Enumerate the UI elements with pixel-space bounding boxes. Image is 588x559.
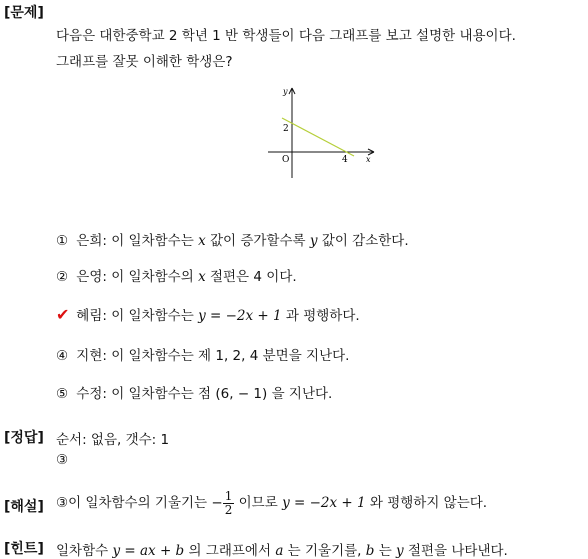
option-2 xyxy=(56,265,297,285)
explanation-text xyxy=(56,489,487,517)
option-3 xyxy=(56,304,360,324)
option-1-text-b: 값이 증가할수록 xyxy=(205,233,310,249)
explanation-text-a: ③이 일차함수의 기울기는 − xyxy=(56,495,223,511)
hint-text-b: 의 그래프에서 xyxy=(184,543,276,559)
question-line-1: 다음은 대한중학교 2 학년 1 반 학생들이 다음 그래프를 보고 설명한 내용이다. xyxy=(56,28,516,44)
hint-label: [힌트] xyxy=(4,541,44,557)
option-4 xyxy=(56,344,349,364)
y-axis-label: y xyxy=(283,87,288,96)
option-2-mark: ② xyxy=(56,269,69,285)
fraction-numerator: 1 xyxy=(224,488,233,503)
question-line-2: 그래프를 잘못 이해한 학생은? xyxy=(56,54,233,70)
x-intercept-label: 4 xyxy=(342,155,348,165)
answer-line-1: 순서: 없음, 갯수: 1 xyxy=(56,432,170,448)
option-2-text-b: 절편은 4 이다. xyxy=(205,269,297,285)
explanation-label: [해설] xyxy=(4,499,44,515)
option-5 xyxy=(56,382,332,402)
answer-label: [정답] xyxy=(4,430,44,446)
fraction-denominator: 2 xyxy=(224,502,233,517)
option-2-var-x: x xyxy=(198,269,206,285)
option-3-expression: y = −2x + 1 xyxy=(198,308,282,324)
option-1-text-c: 값이 감소한다. xyxy=(317,233,409,249)
option-1-name: 은희 xyxy=(76,233,103,249)
x-axis-label: x xyxy=(366,155,371,164)
hint-expression: y = ax + b xyxy=(112,543,185,559)
option-2-text-a: : 이 일차함수의 xyxy=(102,269,199,285)
check-mark-icon: ✔ xyxy=(56,305,70,324)
hint-var-a: a xyxy=(275,543,284,559)
explanation-expression: y = −2x + 1 xyxy=(282,495,366,511)
option-4-name: 지현 xyxy=(76,348,103,364)
explanation-text-c: 와 평행하지 않는다. xyxy=(365,495,488,511)
hint-text xyxy=(56,539,508,559)
option-1-text-a: : 이 일차함수는 xyxy=(102,233,199,249)
hint-text-e: 절편을 나타낸다. xyxy=(403,543,508,559)
option-1-mark: ① xyxy=(56,233,69,249)
question-label: [문제] xyxy=(4,5,44,21)
option-3-text-a: : 이 일차함수는 xyxy=(102,308,199,324)
explanation-fraction xyxy=(223,490,235,517)
hint-var-b: b xyxy=(365,543,375,559)
option-1-var-y: y xyxy=(309,233,318,249)
explanation-text-b: 이므로 xyxy=(234,495,283,511)
option-4-mark: ④ xyxy=(56,348,69,364)
option-1 xyxy=(56,229,409,249)
hint-text-a: 일차함수 xyxy=(56,543,113,559)
option-5-text: : 이 일차함수는 점 (6, − 1) 을 지난다. xyxy=(102,386,333,402)
origin-label: O xyxy=(282,155,290,165)
linear-function-graph xyxy=(262,84,382,184)
option-1-var-x: x xyxy=(198,233,206,249)
option-2-name: 은영 xyxy=(76,269,103,285)
answer-line-2: ③ xyxy=(56,452,69,468)
option-3-text-b: 과 평행하다. xyxy=(281,308,360,324)
option-5-name: 수정 xyxy=(76,386,103,402)
hint-var-y: y xyxy=(396,543,404,559)
hint-text-d: 는 xyxy=(374,543,397,559)
option-5-mark: ⑤ xyxy=(56,386,69,402)
function-line xyxy=(282,118,354,156)
option-3-name: 혜림 xyxy=(76,308,103,324)
hint-text-c: 는 기울기를, xyxy=(283,543,366,559)
option-4-text: : 이 일차함수는 제 1, 2, 4 분면을 지난다. xyxy=(102,348,350,364)
y-intercept-label: 2 xyxy=(283,124,289,134)
